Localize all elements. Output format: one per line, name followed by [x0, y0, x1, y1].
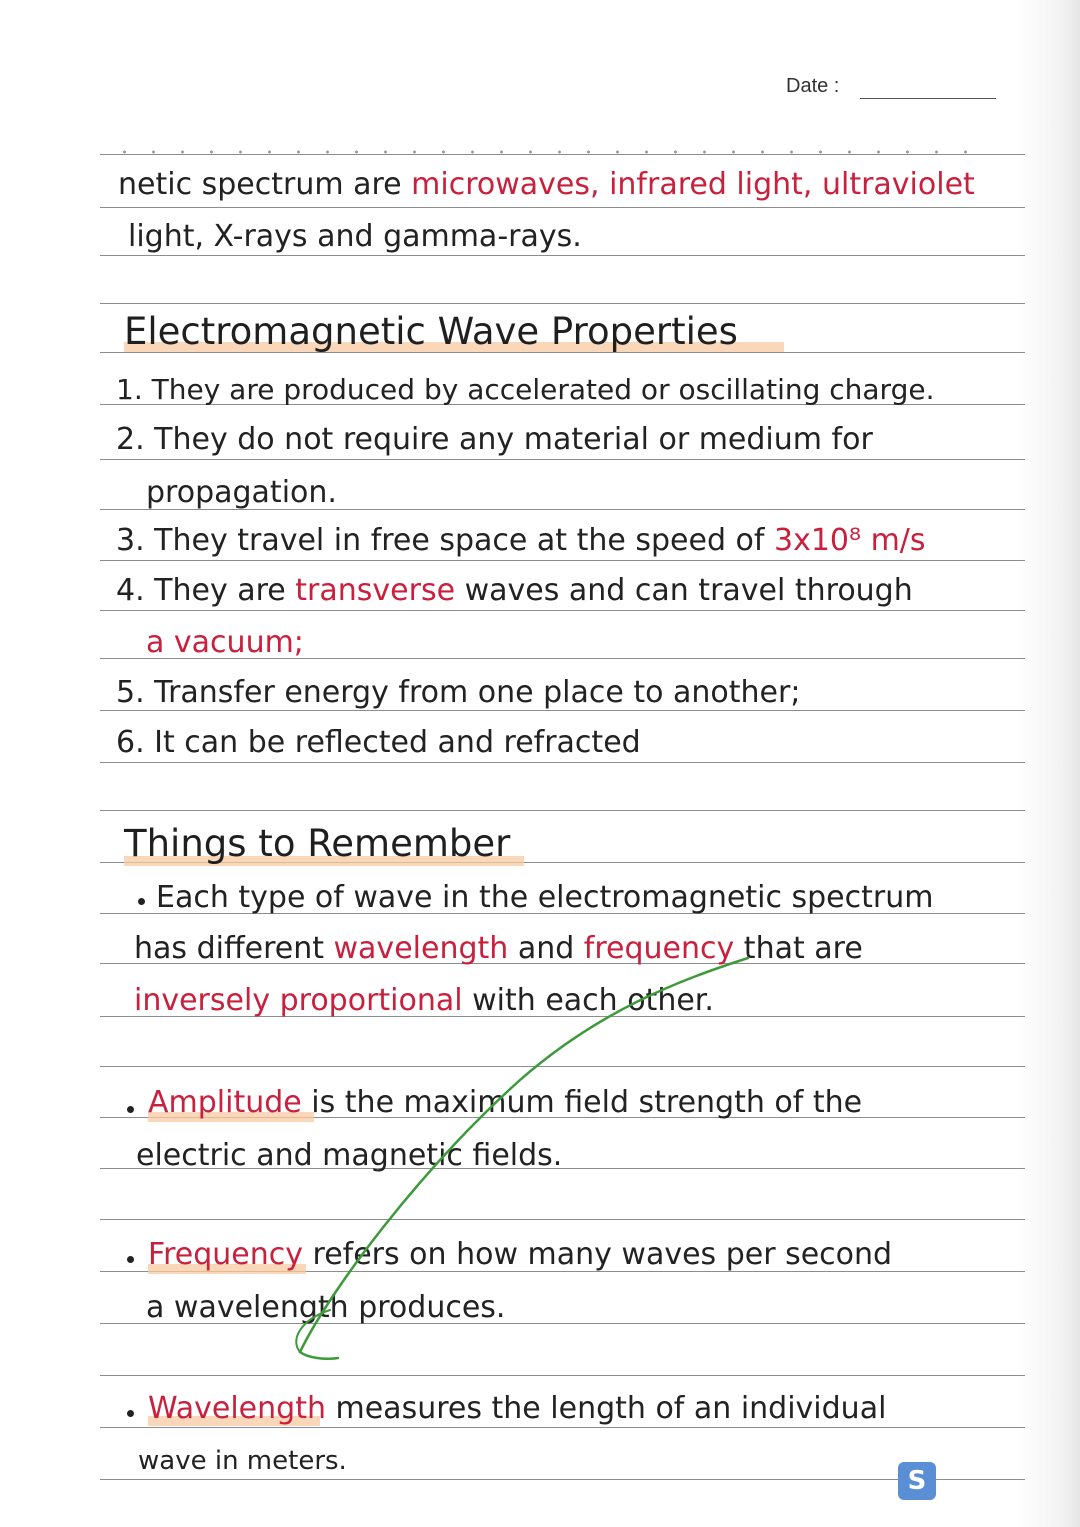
property-2-cont: propagation.	[146, 475, 337, 510]
remember-text: that are	[734, 931, 863, 966]
wavelength-term: wavelength	[333, 931, 509, 966]
amplitude-term: Amplitude	[148, 1085, 302, 1120]
remember-item-2-line-2: electric and magnetic fields.	[136, 1138, 563, 1173]
property-5: 5. Transfer energy from one place to another;	[116, 675, 801, 710]
intro-red-text: microwaves, infrared light, ultraviolet	[411, 167, 975, 202]
intro-text: gamma-rays.	[383, 219, 582, 254]
remember-text: and	[508, 931, 584, 966]
intro-text: netic spectrum are	[118, 167, 412, 202]
wavelength-term: Wavelength	[148, 1391, 326, 1426]
property-4-cont: a vacuum;	[146, 625, 304, 660]
remember-item-1-line-1: Each type of wave in the electromagnetic spectrum	[156, 880, 934, 915]
property-2: 2. They do not require any material or medium for	[116, 422, 873, 457]
frequency-term: frequency	[583, 931, 735, 966]
remember-text: refers on how many waves per second	[302, 1237, 893, 1272]
frequency-term: Frequency	[148, 1237, 303, 1272]
remember-text: with each other.	[462, 983, 714, 1018]
property-6: 6. It can be reflected and refracted	[116, 725, 641, 760]
things-to-remember-heading: Things to Remember	[124, 822, 511, 865]
property-text: waves and can travel through	[455, 573, 913, 608]
transverse-term: transverse	[295, 573, 456, 608]
speed-value: 3x10⁸ m/s	[774, 523, 926, 558]
inversely-proportional-term: inversely proportional	[134, 983, 463, 1018]
remember-text: measures the length of an individual	[325, 1391, 887, 1426]
remember-item-4-line-2: wave in meters.	[138, 1446, 347, 1476]
property-1: 1. They are produced by accelerated or oscillating charge.	[116, 373, 935, 406]
intro-text: light, X-rays	[128, 219, 308, 254]
remember-text: is the maximum field strength of the	[301, 1085, 863, 1120]
property-text: 3. They travel in free space at the speed of	[116, 523, 774, 558]
app-logo-icon: S	[898, 1462, 936, 1500]
remember-item-3-line-2: a wavelength produces.	[146, 1290, 506, 1325]
em-properties-heading: Electromagnetic Wave Properties	[124, 310, 738, 353]
remember-text: has different	[134, 931, 334, 966]
property-text: 4. They are	[116, 573, 296, 608]
date-label: Date :	[786, 75, 840, 97]
intro-text: and	[307, 219, 384, 254]
